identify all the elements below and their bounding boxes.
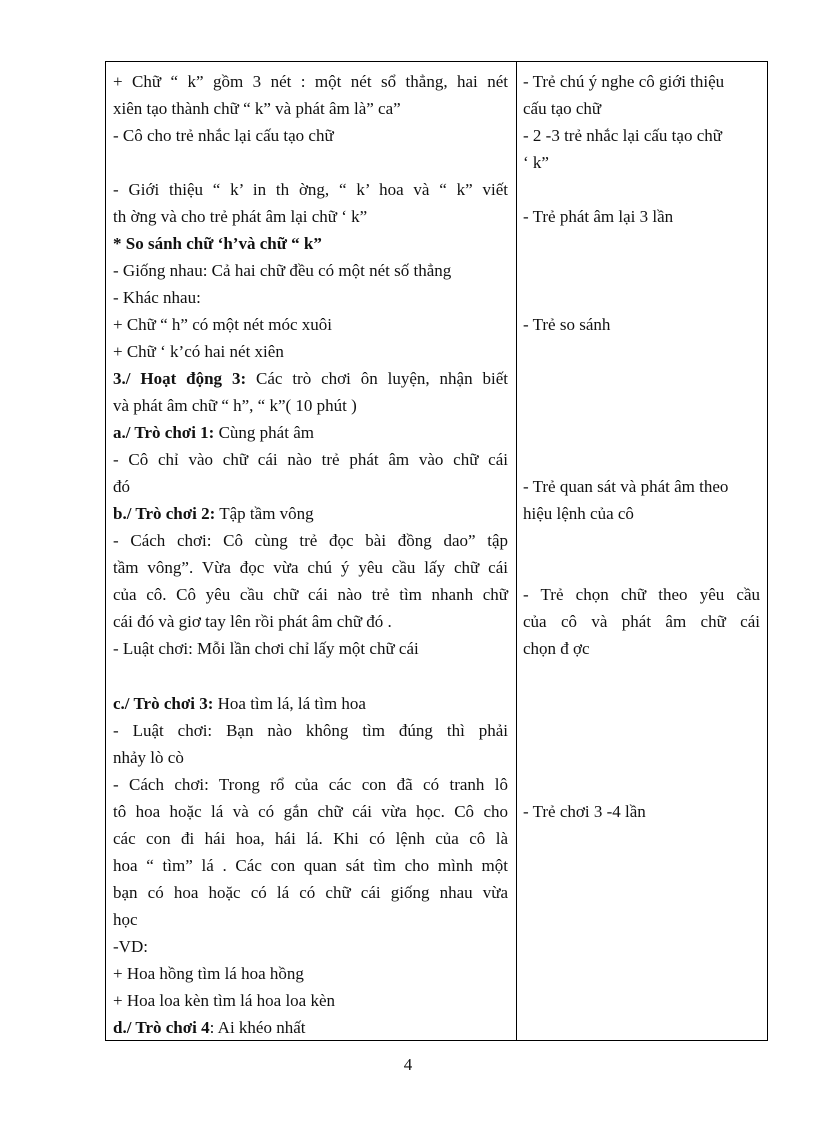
left-text-line: bạn có hoa hoặc có lá có chữ cái giống nhau vừa (113, 883, 508, 902)
right-text-line: chọn đ ợc (523, 639, 590, 658)
left-text-line: nhảy lò cò (113, 748, 184, 767)
activity-table (105, 61, 768, 1041)
section-text: Tập tầm vông (215, 504, 314, 523)
section-label: b./ Trò chơi 2: (113, 504, 216, 523)
left-text-line: - Giới thiệu “ k’ in th ờng, “ k’ hoa và “ k” viết (113, 180, 508, 199)
section-label: a./ Trò chơi 1: (113, 423, 215, 442)
right-text-line: - Trẻ chơi 3 -4 lần (523, 802, 646, 821)
left-text-line: xiên tạo thành chữ “ k” và phát âm là” ca” (113, 99, 401, 118)
section-text: Các trò chơi ôn luyện, nhận biết (246, 369, 508, 388)
left-text-line: + Chữ ‘ k’có hai nét xiên (113, 342, 284, 361)
left-text-line: + Hoa hồng tìm lá hoa hồng (113, 964, 304, 983)
left-text-line: -VD: (113, 937, 148, 956)
left-text-line: tô hoa hoặc lá và có gắn chữ cái vừa học. Cô cho (113, 802, 508, 821)
right-text-line: - Trẻ chọn chữ theo yêu cầu (523, 585, 760, 604)
right-text-line: - Trẻ phát âm lại 3 lần (523, 207, 674, 226)
left-text-line: của cô. Cô yêu cầu chữ cái nào trẻ tìm nhanh chữ (113, 585, 508, 604)
left-text-line: * So sánh chữ ‘h’và chữ “ k” (113, 234, 322, 253)
left-text-line (113, 504, 508, 524)
right-text-line: hiệu lệnh của cô (523, 504, 634, 523)
left-text-line: học (113, 910, 138, 929)
left-text-line: - Luật chơi: Bạn nào không tìm đúng thì phải (113, 721, 508, 740)
right-text-line: - 2 -3 trẻ nhắc lại cấu tạo chữ (523, 126, 722, 145)
left-text-line: - Khác nhau: (113, 288, 201, 307)
left-text-line: hoa “ tìm” lá . Các con quan sát tìm cho mình một (113, 856, 508, 875)
column-divider (516, 62, 517, 1040)
left-text-line (113, 369, 508, 389)
left-text-line: - Luật chơi: Mỗi lần chơi chỉ lấy một chữ cái (113, 639, 419, 658)
left-text-line (113, 1018, 508, 1038)
section-label: c./ Trò chơi 3: (113, 694, 214, 713)
left-text-line: - Cô chỉ vào chữ cái nào trẻ phát âm vào chữ cái (113, 450, 508, 469)
section-text: : Ai khéo nhất (209, 1018, 306, 1037)
section-label: 3./ Hoạt động 3: (113, 369, 247, 388)
left-text-line: th ờng và cho trẻ phát âm lại chữ ‘ k” (113, 207, 368, 226)
left-text-line: + Chữ “ h” có một nét móc xuôi (113, 315, 332, 334)
left-text-line: + Hoa loa kèn tìm lá hoa loa kèn (113, 991, 336, 1010)
left-text-line: + Chữ “ k” gồm 3 nét : một nét sổ thẳng, hai nét (113, 72, 508, 91)
left-text-line: cái đó và giơ tay lên rồi phát âm chữ đó . (113, 612, 392, 631)
right-text-line: cấu tạo chữ (523, 99, 602, 118)
right-text-line: ‘ k” (523, 153, 549, 172)
right-text-line: - Trẻ chú ý nghe cô giới thiệu (523, 72, 725, 91)
left-text-line: các con đi hái hoa, hái lá. Khi có lệnh của cô là (113, 829, 508, 848)
page-number: 4 (403, 1055, 413, 1074)
left-text-line: - Cô cho trẻ nhắc lại cấu tạo chữ (113, 126, 334, 145)
left-text-line: - Giống nhau: Cả hai chữ đều có một nét số thẳng (113, 261, 452, 280)
section-text: Hoa tìm lá, lá tìm hoa (213, 694, 366, 713)
right-text-line: - Trẻ so sánh (523, 315, 611, 334)
left-text-line: đó (113, 477, 130, 496)
left-text-line: - Cách chơi: Cô cùng trẻ đọc bài đồng dao” tập (113, 531, 508, 550)
left-text-line (113, 423, 508, 443)
right-text-line: - Trẻ quan sát và phát âm theo (523, 477, 729, 496)
left-text-line: tầm vông”. Vừa đọc vừa chú ý yêu cầu lấy chữ cái (113, 558, 508, 577)
section-text: Cùng phát âm (214, 423, 314, 442)
left-text-line: và phát âm chữ “ h”, “ k”( 10 phút ) (113, 396, 357, 415)
section-label: d./ Trò chơi 4 (113, 1018, 210, 1037)
right-text-line: của cô và phát âm chữ cái (523, 612, 760, 631)
left-text-line: - Cách chơi: Trong rổ của các con đã có tranh lô (113, 775, 508, 794)
left-text-line (113, 694, 508, 714)
